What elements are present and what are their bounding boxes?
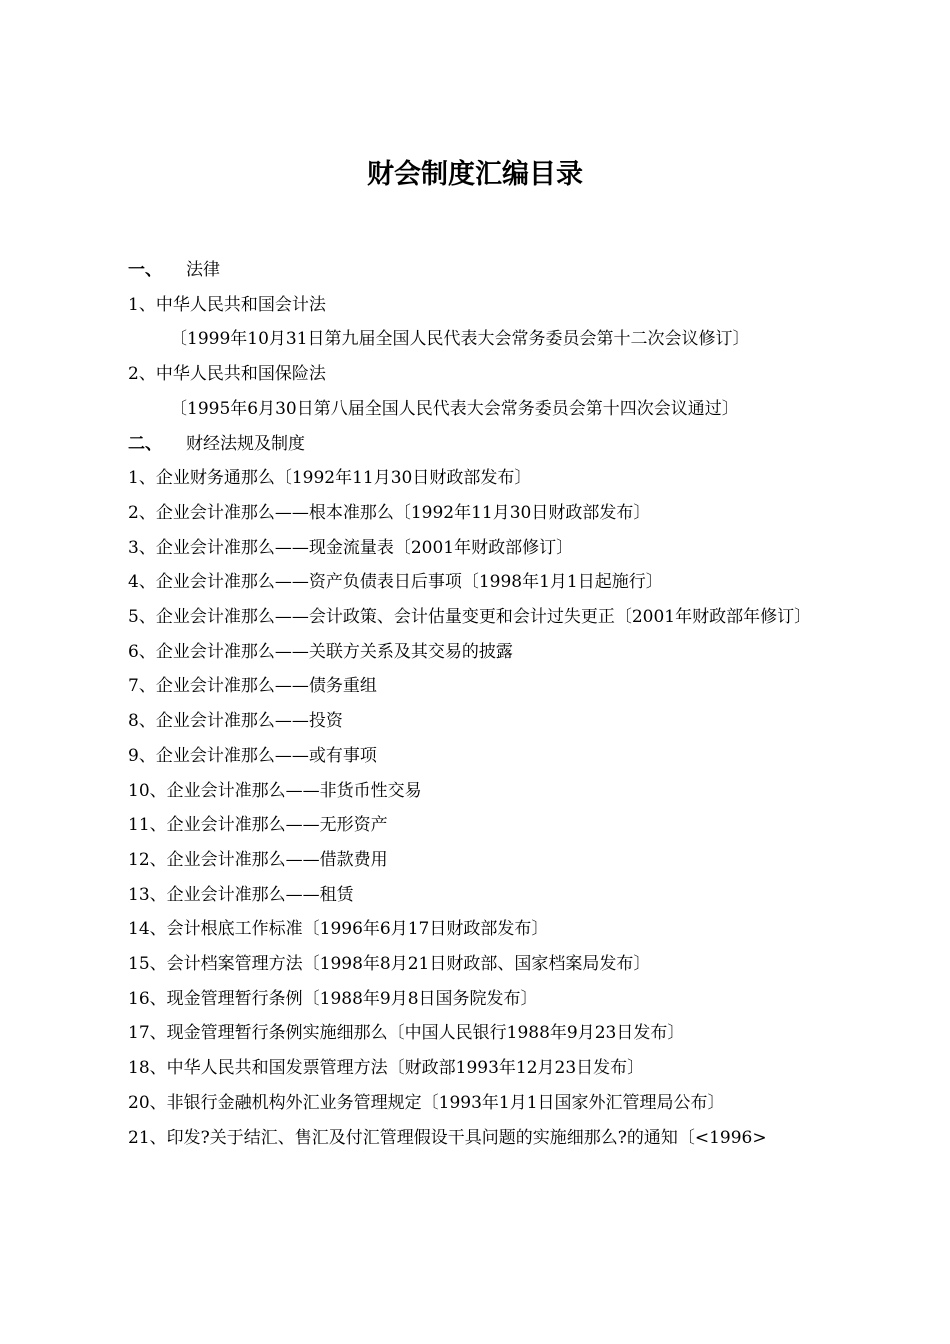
list-item: 3、企业会计准那么——现金流量表〔2001年财政部修订〕 (128, 537, 574, 558)
section-number: 二、 (128, 433, 162, 454)
list-item-note: 〔1995年6月30日第八届全国人民代表大会常务委员会第十四次会议通过〕 (170, 398, 739, 419)
list-item: 11、企业会计准那么——无形资产 (128, 815, 388, 836)
page-title: 财会制度汇编目录 (367, 159, 583, 190)
toc-content (128, 253, 828, 1155)
list-item: 6、企业会计准那么——关联方关系及其交易的披露 (128, 641, 513, 662)
section-title: 财经法规及制度 (186, 433, 305, 454)
list-item: 12、企业会计准那么——借款费用 (128, 849, 388, 870)
list-item: 4、企业会计准那么——资产负债表日后事项〔1998年1月1日起施行〕 (128, 572, 663, 593)
list-item: 8、企业会计准那么——投资 (128, 711, 343, 732)
list-item: 1、中华人民共和国会计法 (128, 294, 326, 315)
list-item: 7、企业会计准那么——债务重组 (128, 676, 377, 697)
section-heading-regulations (128, 427, 828, 462)
section-heading-law (128, 253, 828, 288)
list-item-note: 〔1999年10月31日第九届全国人民代表大会常务委员会第十二次会议修订〕 (170, 329, 750, 350)
list-item: 20、非银行金融机构外汇业务管理规定〔1993年1月1日国家外汇管理局公布〕 (128, 1092, 725, 1113)
section-number: 一、 (128, 260, 162, 280)
list-item: 5、企业会计准那么——会计政策、会计估量变更和会计过失更正〔2001年财政部年修订〕 (128, 607, 812, 628)
list-item: 2、中华人民共和国保险法 (128, 364, 326, 385)
section-title: 法律 (186, 260, 220, 280)
list-item: 16、现金管理暂行条例〔1988年9月8日国务院发布〕 (128, 988, 538, 1009)
list-item: 1、企业财务通那么〔1992年11月30日财政部发布〕 (128, 468, 532, 489)
list-item: 18、中华人民共和国发票管理方法〔财政部1993年12月23日发布〕 (128, 1058, 645, 1079)
list-item: 2、企业会计准那么——根本准那么〔1992年11月30日财政部发布〕 (128, 502, 651, 523)
list-item: 13、企业会计准那么——租赁 (128, 884, 354, 905)
list-item: 17、现金管理暂行条例实施细那么〔中国人民银行1988年9月23日发布〕 (128, 1023, 685, 1044)
list-item: 10、企业会计准那么——非货币性交易 (128, 780, 422, 801)
list-item: 15、会计档案管理方法〔1998年8月21日财政部、国家档案局发布〕 (128, 954, 651, 975)
list-item: 14、会计根底工作标准〔1996年6月17日财政部发布〕 (128, 919, 549, 940)
list-item: 21、印发?关于结汇、售汇及付汇管理假设干具问题的实施细那么?的通知〔<1996> (128, 1127, 767, 1148)
list-item: 9、企业会计准那么——或有事项 (128, 745, 377, 766)
